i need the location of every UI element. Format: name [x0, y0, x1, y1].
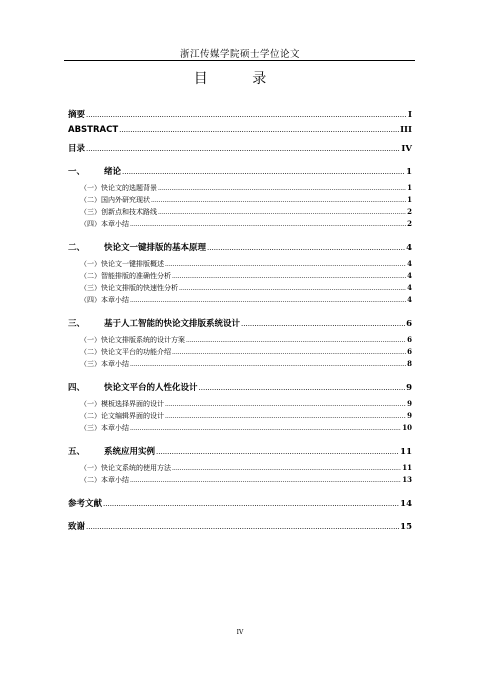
toc-entry-page: 2	[407, 219, 412, 228]
toc-entry-section[interactable]	[68, 207, 412, 219]
toc-entry-page: 15	[400, 522, 412, 532]
dot-leader	[165, 401, 406, 408]
dot-leader	[172, 273, 406, 280]
toc-entry-front[interactable]	[68, 142, 412, 155]
toc-entry-section[interactable]	[68, 423, 412, 435]
toc-entry-label: （二）国内外研究现状	[80, 196, 150, 204]
dot-leader	[119, 126, 399, 134]
dot-leader	[103, 500, 399, 508]
toc-entry-label: （四）本章小结	[80, 220, 129, 228]
toc-entry-back[interactable]	[68, 520, 412, 533]
toc-entry-page: 1	[407, 183, 412, 192]
toc-entry-label: 目录	[68, 144, 86, 154]
dot-leader	[86, 145, 400, 153]
toc-entry-chapter[interactable]	[68, 445, 412, 458]
toc-entry-page: 4	[407, 295, 412, 304]
toc-entry-back[interactable]	[68, 497, 412, 510]
toc-entry-page: 6	[406, 319, 412, 329]
toc-title: 目 录	[193, 71, 287, 87]
toc-entry-label: （二）智能排版的准确性分析	[80, 272, 171, 280]
toc-entry-page: 11	[402, 463, 412, 472]
toc-entry-label: （二）快论文平台的功能介绍	[80, 348, 171, 356]
toc-entry-page: 10	[402, 423, 412, 432]
dot-leader	[122, 168, 405, 176]
toc-entry-page: 2	[407, 207, 412, 216]
table-of-contents	[68, 108, 412, 533]
toc-entry-page: 4	[407, 271, 412, 280]
toc-entry-label: （二）论文编辑界面的设计	[80, 412, 164, 420]
chapter-title: 系统应用实例	[104, 447, 156, 457]
toc-entry-label	[68, 165, 121, 177]
toc-entry-label: （三）本章小结	[80, 360, 129, 368]
dot-leader	[241, 320, 405, 328]
toc-entry-page: 14	[400, 499, 412, 509]
toc-entry-page: 4	[407, 259, 412, 268]
toc-entry-page: 4	[407, 283, 412, 292]
dot-leader	[86, 111, 407, 119]
toc-entry-section[interactable]	[68, 283, 412, 295]
dot-leader	[165, 261, 406, 268]
dot-leader	[179, 285, 406, 292]
toc-entry-section[interactable]	[68, 335, 412, 347]
toc-entry-page: I	[408, 110, 412, 120]
dot-leader	[86, 523, 399, 531]
toc-entry-page: 9	[406, 383, 412, 393]
toc-entry-label: （一）快论文的选题背景	[80, 184, 157, 192]
toc-entry-label: （三）创新点和技术路线	[80, 208, 157, 216]
toc-entry-chapter[interactable]	[68, 317, 412, 330]
toc-entry-chapter[interactable]	[68, 241, 412, 254]
toc-entry-section[interactable]	[68, 295, 412, 307]
toc-entry-section[interactable]	[68, 219, 412, 231]
toc-entry-page: 9	[407, 399, 412, 408]
toc-entry-section[interactable]	[68, 259, 412, 271]
toc-entry-page: 1	[407, 195, 412, 204]
toc-entry-label: （四）本章小结	[80, 296, 129, 304]
chapter-title: 快论文平台的人性化设计	[104, 383, 198, 393]
toc-entry-label: 致谢	[68, 522, 86, 532]
toc-entry-label: （二）本章小结	[80, 476, 129, 484]
toc-entry-section[interactable]	[68, 183, 412, 195]
dot-leader	[165, 413, 406, 420]
toc-entry-page: 8	[407, 359, 412, 368]
toc-entry-label	[68, 445, 155, 457]
toc-entry-label: （一）快论文系统的使用方法	[80, 464, 171, 472]
dot-leader	[158, 185, 406, 192]
page-number: IV	[236, 629, 244, 636]
toc-entry-section[interactable]	[68, 271, 412, 283]
toc-entry-label	[68, 241, 206, 253]
dot-leader	[130, 361, 406, 368]
chapter-number: 二、	[68, 243, 86, 253]
toc-entry-page: 6	[407, 335, 412, 344]
dot-leader	[186, 337, 406, 344]
chapter-title: 基于人工智能的快论文排版系统设计	[104, 319, 241, 329]
toc-entry-label: 摘要	[68, 110, 86, 120]
chapter-number: 四、	[68, 383, 86, 393]
toc-entry-label: ABSTRACT	[68, 125, 119, 135]
header-rule	[64, 60, 415, 61]
toc-entry-label	[68, 317, 240, 329]
dot-leader	[151, 197, 406, 204]
toc-entry-section[interactable]	[68, 195, 412, 207]
toc-entry-page: 9	[407, 411, 412, 420]
dot-leader	[207, 244, 405, 252]
toc-entry-page: 1	[406, 167, 412, 177]
dot-leader	[130, 297, 406, 304]
toc-entry-chapter[interactable]	[68, 381, 412, 394]
toc-entry-label: （三）快论文排版的快速性分析	[80, 284, 178, 292]
chapter-number: 一、	[68, 167, 86, 177]
chapter-number: 五、	[68, 447, 86, 457]
dot-leader	[130, 477, 401, 484]
dot-leader	[199, 384, 406, 392]
chapter-number: 三、	[68, 319, 86, 329]
toc-entry-label: （一）快论文一键排版概述	[80, 260, 164, 268]
toc-entry-front[interactable]	[68, 125, 412, 138]
chapter-title: 快论文一键排版的基本原理	[104, 243, 207, 253]
toc-entry-label: （一）快论文排版系统的设计方案	[80, 336, 185, 344]
toc-entry-section[interactable]	[68, 411, 412, 423]
chapter-title: 绪论	[104, 167, 122, 177]
dot-leader	[172, 465, 401, 472]
running-header: 浙江传媒学院硕士学位论文	[179, 49, 300, 60]
toc-entry-section[interactable]	[68, 475, 412, 487]
dot-leader	[130, 425, 401, 432]
toc-entry-page: IV	[401, 144, 412, 154]
toc-entry-section[interactable]	[68, 347, 412, 359]
toc-entry-page: 6	[407, 347, 412, 356]
toc-entry-section[interactable]	[68, 359, 412, 371]
dot-leader	[130, 221, 406, 228]
toc-entry-page: III	[400, 125, 412, 135]
toc-entry-section[interactable]	[68, 399, 412, 411]
dot-leader	[158, 209, 406, 216]
toc-entry-label: （三）本章小结	[80, 424, 129, 432]
toc-entry-section[interactable]	[68, 463, 412, 475]
toc-entry-page: 4	[406, 243, 412, 253]
toc-entry-label	[68, 381, 198, 393]
toc-entry-page: 13	[402, 475, 412, 484]
dot-leader	[156, 448, 399, 456]
toc-entry-chapter[interactable]	[68, 165, 412, 178]
dot-leader	[172, 349, 406, 356]
toc-entry-label: 参考文献	[68, 499, 103, 509]
toc-entry-label: （一）模板选择界面的设计	[80, 400, 164, 408]
toc-entry-front[interactable]	[68, 108, 412, 121]
toc-entry-page: 11	[400, 447, 412, 457]
